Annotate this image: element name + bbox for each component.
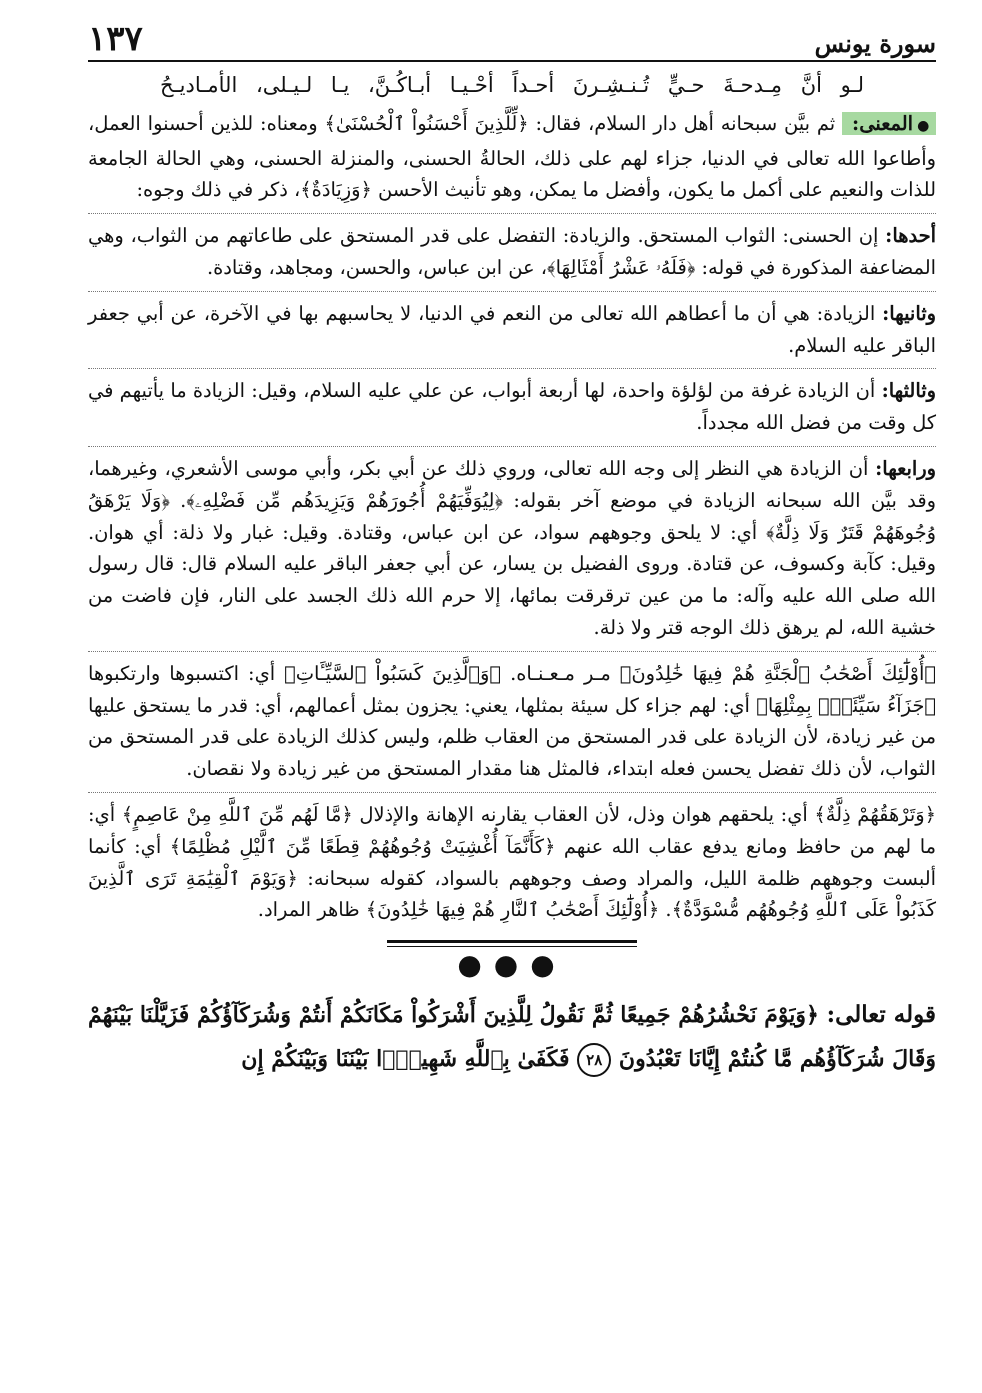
book-page	[88, 14, 936, 1384]
humiliation-paragraph: ﴿وَتَرْهَقُهُمْ ذِلَّةٌ﴾ أي: يلحقهم هوان وذل، لأن العقاب يقارنه الإهانة والإذلال ﴿مَّا لَهُم مِّنَ ٱللَّهِ مِنْ عَاصِمٍ﴾ أي: ما لهم من حافظ ومانع يدفع عقاب الله عنهم ﴿كَأَنَّمَآ أُغْشِيَتْ وُجُوهُهُمْ قِطَعًا مِّنَ ٱلَّيْلِ مُظْلِمًا﴾ أي: كأنما ألبست وجوههم ظلمة الليل، والمراد وصف وجوههم بالسواد، كقوله سبحانه: ﴿وَيَوْمَ ٱلْقِيَٰمَةِ تَرَى ٱلَّذِينَ كَذَبُواْ عَلَى ٱللَّهِ وُجُوهُهُم مُّسْوَدَّةٌ﴾. ﴿أُوْلَٰٓئِكَ أَصْحَٰبُ ٱلنَّارِ هُمْ فِيهَا خَٰلِدُونَ﴾ ظاهر المراد.	[88, 802, 936, 922]
surah-name: سورة يونس	[814, 29, 936, 58]
companions-paragraph: ﴿أُوْلَٰٓئِكَ أَصْحَٰبُ ٱلْجَنَّةِ هُمْ فِيهَا خَٰلِدُونَ﴾ مـر مـعـنـاه. ﴿وَٱلَّذِينَ كَسَبُواْ ٱلسَّيِّـَٔاتِ﴾ أي: اكتسبوها وارتكبوها ﴿جَزَآءُ سَيِّئَةٍۭ بِمِثْلِهَا﴾ أي: لهم جزاء كل سيئة بمثلها، يعني: يجزون بمثل أعمالهم، أي: قدر ما يستحق عليها من غير زيادة، لأن الزيادة على قدر المستحق من العقاب ظلم، وليس كذلك الزيادة على قدر المستحق من الثواب، لأن ذلك تفضل يحسن فعله ابتداء، فالمثل هنا مقدار المستحق من غير زيادة ولا نقصان.	[88, 661, 936, 781]
divider	[88, 651, 936, 652]
meaning-paragraph	[88, 108, 936, 206]
bullet-icon: ●	[917, 117, 930, 134]
aspect-paragraph-2	[88, 298, 936, 362]
aspect-text: أن الزيادة غرفة من لؤلؤة واحدة، لها أربعة أبواب، عن علي عليه السلام، وقيل: الزيادة ما يأتيهم في كل وقت من فضل الله مجدداً.	[88, 379, 936, 435]
verse-text-continued: فَكَفَىٰ بِٱللَّهِ شَهِيدًۢا بَيْنَنَا وَبَيْنَكُمْ إِن	[241, 1046, 578, 1073]
divider	[88, 213, 936, 214]
meaning-label-text: المعنى:	[852, 111, 914, 135]
aspect-label: وثالثها:	[881, 379, 936, 403]
aspect-label: وثانيها:	[882, 301, 936, 325]
aspect-paragraph-3	[88, 375, 936, 439]
verse-block	[88, 993, 936, 1081]
page-number: ١٣٧	[88, 19, 143, 59]
poem-line: لـو أنَّ مِـدحـةَ حـيٍّ تُـنـشِـرنَ أحـداً أحْـيـا أبـاكُـنَّ، يـا لـيـلى، الأمـاديـحُ	[159, 73, 865, 97]
meaning-label	[842, 112, 936, 135]
aspect-text: أن الزيادة هي النظر إلى وجه الله تعالى، وروي ذلك عن أبي بكر، وأبي موسى الأشعري، وغيرهما، وقد بيَّن الله سبحانه الزيادة في موضع آخر بقوله: ﴿لِيُوَفِّيَهُمْ أُجُورَهُمْ وَيَزِيدَهُم مِّن فَضْلِهِۦ﴾. ﴿وَلَا يَرْهَقُ وُجُوهَهُمْ قَتَرٌ وَلَا ذِلَّةٌ﴾ أي: لا يلحق وجوههم سواد، عن ابن عباس، وقتادة. وقيل: غبار ولا ذلة: أي هوان. وقيل: كآبة وكسوف، عن قتادة. وروى الفضيل بن يسار، عن أبي جعفر الباقر عليه السلام قال: قال رسول الله صلى الله عليه وآله: ما من عين ترقرقت بمائها، إلا حرم الله ذلك الجسد على النار، فإن فاضت من خشية الله، لم يرهق ذلك الوجه قتر ولا ذلة.	[88, 456, 936, 639]
verse-intro: قوله تعالى:	[826, 1001, 936, 1029]
ayah-number-marker: ٢٨	[577, 1043, 611, 1077]
aspect-text: الزيادة: هي أن ما أعطاهم الله تعالى من النعم في الدنيا، لا يحاسبهم بها في الآخرة، عن أبي جعفر الباقر عليه السلام.	[88, 301, 936, 357]
aspect-paragraph-4	[88, 453, 936, 644]
section-ornament	[88, 940, 936, 983]
ornament-dots: ●●●	[457, 948, 567, 982]
divider	[88, 792, 936, 793]
divider	[88, 291, 936, 292]
meaning-text: ثم بيَّن سبحانه أهل دار السلام، فقال: ﴿لِّلَّذِينَ أَحْسَنُواْ ٱلْحُسْنَىٰ﴾ ومعناه: للذين أحسنوا العمل، وأطاعوا الله تعالى في الدنيا، جزاء لهم على ذلك، الحالةُ الحسنى، والمنزلة الحسنى، وهي الحالة الجامعة للذات والنعيم على أكمل ما يكون، وأفضل ما يمكن، وهو تأنيث الأحسن ﴿وَزِيَادَةٌ﴾، ذكر في ذلك وجوه:	[88, 111, 936, 202]
verse-text: ﴿وَيَوْمَ نَحْشُرُهُمْ جَمِيعًا ثُمَّ نَقُولُ لِلَّذِينَ أَشْرَكُواْ مَكَانَكُمْ أَنتُمْ وَشُرَكَآؤُكُمْ فَزَيَّلْنَا بَيْنَهُمْ وَقَالَ شُرَكَآؤُهُم مَّا كُنتُمْ إِيَّانَا تَعْبُدُونَ	[88, 1002, 936, 1073]
ornament-rule	[387, 940, 637, 947]
commentary-body	[88, 70, 936, 926]
page-header	[88, 14, 936, 62]
aspect-label: أحدها:	[885, 224, 936, 248]
aspect-paragraph-1	[88, 220, 936, 284]
divider	[88, 446, 936, 447]
aspect-text: إن الحسنى: الثواب المستحق. والزيادة: التفضل على قدر المستحق على طاعاتهم من الثواب، وهي المضاعفة المذكورة في قوله: ﴿فَلَهُۥ عَشْرُ أَمْثَالِهَا﴾، عن ابن عباس، والحسن، ومجاهد، وقتادة.	[88, 224, 936, 279]
divider	[88, 368, 936, 369]
aspect-label: ورابعها:	[875, 456, 936, 480]
